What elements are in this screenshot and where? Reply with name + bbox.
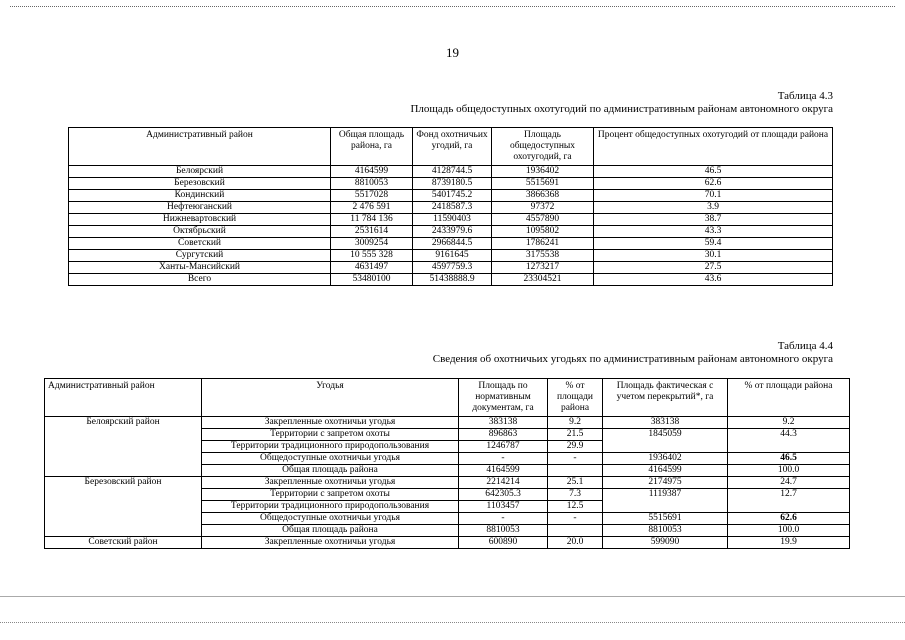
normative-percent-cell: 9.2 bbox=[548, 417, 603, 429]
actual-percent-cell: 44.3 bbox=[728, 429, 850, 453]
header-normative-percent: % от площади района bbox=[548, 379, 603, 417]
district-cell: Сургутский bbox=[69, 250, 331, 262]
land-type-cell: Закрепленные охотничьи угодья bbox=[202, 537, 459, 549]
actual-area-cell: 599090 bbox=[603, 537, 728, 549]
normative-percent-cell bbox=[548, 465, 603, 477]
land-type-cell: Территории с запретом охоты bbox=[202, 429, 459, 441]
percent-cell: 43.6 bbox=[594, 274, 833, 286]
land-type-cell: Территории с запретом охоты bbox=[202, 489, 459, 501]
hunting-fund-cell: 9161645 bbox=[413, 250, 492, 262]
actual-percent-cell: 19.9 bbox=[728, 537, 850, 549]
hunting-fund-cell: 2966844.5 bbox=[413, 238, 492, 250]
hunting-fund-cell: 4597759.3 bbox=[413, 262, 492, 274]
table-4-3-label: Таблица 4.3 bbox=[777, 90, 833, 102]
actual-area-cell: 383138 bbox=[603, 417, 728, 429]
actual-area-cell: 1936402 bbox=[603, 453, 728, 465]
table-row bbox=[69, 262, 833, 274]
normative-percent-cell: 29.9 bbox=[548, 441, 603, 453]
public-area-cell: 3866368 bbox=[492, 190, 594, 202]
percent-cell: 59.4 bbox=[594, 238, 833, 250]
top-border-line bbox=[10, 6, 895, 7]
table-4-3-body bbox=[69, 166, 833, 286]
actual-area-cell: 5515691 bbox=[603, 513, 728, 525]
header-actual-area: Площадь фактическая с учетом перекрытий*, га bbox=[603, 379, 728, 417]
total-area-cell: 4631497 bbox=[331, 262, 413, 274]
normative-percent-cell: 20.0 bbox=[548, 537, 603, 549]
total-area-cell: 2531614 bbox=[331, 226, 413, 238]
district-cell: Советский район bbox=[45, 537, 202, 549]
header-district: Административный район bbox=[69, 128, 331, 166]
page-number: 19 bbox=[446, 45, 459, 60]
header-percent: Процент общедоступных охотугодий от площади района bbox=[594, 128, 833, 166]
hunting-fund-cell: 11590403 bbox=[413, 214, 492, 226]
land-type-cell: Закрепленные охотничьи угодья bbox=[202, 417, 459, 429]
hunting-fund-cell: 5401745.2 bbox=[413, 190, 492, 202]
total-area-cell: 4164599 bbox=[331, 166, 413, 178]
header-actual-percent: % от площади района bbox=[728, 379, 850, 417]
public-area-cell: 1273217 bbox=[492, 262, 594, 274]
total-area-cell: 53480100 bbox=[331, 274, 413, 286]
bottom-border-line bbox=[0, 596, 905, 597]
table-4-4-title: Сведения об охотничьих угодьях по административным районам автономного округа bbox=[432, 353, 833, 365]
district-cell: Ханты-Мансийский bbox=[69, 262, 331, 274]
percent-cell: 30.1 bbox=[594, 250, 833, 262]
actual-percent-cell: 100.0 bbox=[728, 465, 850, 477]
actual-area-cell: 1845059 bbox=[603, 429, 728, 453]
district-cell: Кондинский bbox=[69, 190, 331, 202]
normative-area-cell: 1103457 bbox=[459, 501, 548, 513]
district-cell: Советский bbox=[69, 238, 331, 250]
actual-percent-cell: 62.6 bbox=[728, 513, 850, 525]
land-type-cell: Территории традиционного природопользования bbox=[202, 501, 459, 513]
header-normative-area: Площадь по нормативным документам, га bbox=[459, 379, 548, 417]
public-area-cell: 1786241 bbox=[492, 238, 594, 250]
normative-percent-cell: - bbox=[548, 513, 603, 525]
header-district: Административный район bbox=[45, 379, 202, 417]
table-4-3-title: Площадь общедоступных охотугодий по административным районам автономного округа bbox=[410, 103, 833, 115]
table-4-4-header-row bbox=[45, 379, 850, 417]
normative-area-cell: - bbox=[459, 513, 548, 525]
table-row bbox=[45, 477, 850, 489]
land-type-cell: Закрепленные охотничьи угодья bbox=[202, 477, 459, 489]
total-area-cell: 3009254 bbox=[331, 238, 413, 250]
actual-area-cell: 1119387 bbox=[603, 489, 728, 513]
header-hunting-fund: Фонд охотничьих угодий, га bbox=[413, 128, 492, 166]
header-land-type: Угодья bbox=[202, 379, 459, 417]
table-row bbox=[69, 166, 833, 178]
percent-cell: 38.7 bbox=[594, 214, 833, 226]
table-row bbox=[69, 202, 833, 214]
header-total-area: Общая площадь района, га bbox=[331, 128, 413, 166]
table-4-4-caption bbox=[433, 340, 833, 366]
actual-percent-cell: 24.7 bbox=[728, 477, 850, 489]
normative-percent-cell: 12.5 bbox=[548, 501, 603, 513]
normative-area-cell: 1246787 bbox=[459, 441, 548, 453]
actual-area-cell: 4164599 bbox=[603, 465, 728, 477]
percent-cell: 3.9 bbox=[594, 202, 833, 214]
normative-area-cell: 642305.3 bbox=[459, 489, 548, 501]
public-area-cell: 5515691 bbox=[492, 178, 594, 190]
actual-area-cell: 2174975 bbox=[603, 477, 728, 489]
district-cell: Белоярский bbox=[69, 166, 331, 178]
normative-area-cell: 896863 bbox=[459, 429, 548, 441]
actual-percent-cell: 46.5 bbox=[728, 453, 850, 465]
actual-percent-cell: 100.0 bbox=[728, 525, 850, 537]
table-4-4-label: Таблица 4.4 bbox=[777, 340, 833, 352]
table-4-3-header-row bbox=[69, 128, 833, 166]
hunting-fund-cell: 2433979.6 bbox=[413, 226, 492, 238]
total-area-cell: 10 555 328 bbox=[331, 250, 413, 262]
total-area-cell: 8810053 bbox=[331, 178, 413, 190]
normative-percent-cell: - bbox=[548, 453, 603, 465]
table-4-3-caption bbox=[410, 90, 833, 116]
percent-cell: 70.1 bbox=[594, 190, 833, 202]
land-type-cell: Общая площадь района bbox=[202, 525, 459, 537]
table-row bbox=[45, 537, 850, 549]
normative-percent-cell: 21.5 bbox=[548, 429, 603, 441]
normative-percent-cell bbox=[548, 525, 603, 537]
normative-percent-cell: 25.1 bbox=[548, 477, 603, 489]
hunting-fund-cell: 51438888.9 bbox=[413, 274, 492, 286]
normative-area-cell: - bbox=[459, 453, 548, 465]
percent-cell: 43.3 bbox=[594, 226, 833, 238]
district-cell: Белоярский район bbox=[45, 417, 202, 477]
table-row bbox=[69, 178, 833, 190]
table-4-4 bbox=[44, 378, 850, 549]
public-area-cell: 1936402 bbox=[492, 166, 594, 178]
hunting-fund-cell: 4128744.5 bbox=[413, 166, 492, 178]
land-type-cell: Общедоступные охотничьи угодья bbox=[202, 453, 459, 465]
actual-area-cell: 8810053 bbox=[603, 525, 728, 537]
table-4-3 bbox=[68, 127, 833, 286]
percent-cell: 27.5 bbox=[594, 262, 833, 274]
percent-cell: 46.5 bbox=[594, 166, 833, 178]
total-area-cell: 2 476 591 bbox=[331, 202, 413, 214]
district-cell: Березовский bbox=[69, 178, 331, 190]
table-row bbox=[69, 274, 833, 286]
hunting-fund-cell: 2418587.3 bbox=[413, 202, 492, 214]
table-row bbox=[69, 238, 833, 250]
normative-area-cell: 383138 bbox=[459, 417, 548, 429]
actual-percent-cell: 9.2 bbox=[728, 417, 850, 429]
land-type-cell: Общедоступные охотничьи угодья bbox=[202, 513, 459, 525]
table-row bbox=[69, 190, 833, 202]
header-public-area: Площадь общедоступных охотугодий, га bbox=[492, 128, 594, 166]
public-area-cell: 1095802 bbox=[492, 226, 594, 238]
public-area-cell: 97372 bbox=[492, 202, 594, 214]
total-area-cell: 5517028 bbox=[331, 190, 413, 202]
land-type-cell: Территории традиционного природопользования bbox=[202, 441, 459, 453]
table-row bbox=[69, 226, 833, 238]
hunting-fund-cell: 8739180.5 bbox=[413, 178, 492, 190]
table-row bbox=[45, 417, 850, 429]
normative-percent-cell: 7.3 bbox=[548, 489, 603, 501]
district-cell: Октябрьский bbox=[69, 226, 331, 238]
land-type-cell: Общая площадь района bbox=[202, 465, 459, 477]
public-area-cell: 23304521 bbox=[492, 274, 594, 286]
normative-area-cell: 2214214 bbox=[459, 477, 548, 489]
public-area-cell: 4557890 bbox=[492, 214, 594, 226]
district-cell: Нефтеюганский bbox=[69, 202, 331, 214]
actual-percent-cell: 12.7 bbox=[728, 489, 850, 513]
table-row bbox=[69, 214, 833, 226]
bottom-dotted-line bbox=[0, 622, 905, 623]
percent-cell: 62.6 bbox=[594, 178, 833, 190]
normative-area-cell: 8810053 bbox=[459, 525, 548, 537]
normative-area-cell: 4164599 bbox=[459, 465, 548, 477]
district-cell: Нижневартовский bbox=[69, 214, 331, 226]
total-area-cell: 11 784 136 bbox=[331, 214, 413, 226]
table-row bbox=[69, 250, 833, 262]
normative-area-cell: 600890 bbox=[459, 537, 548, 549]
public-area-cell: 3175538 bbox=[492, 250, 594, 262]
district-cell: Всего bbox=[69, 274, 331, 286]
table-4-4-body bbox=[45, 417, 850, 549]
district-cell: Березовский район bbox=[45, 477, 202, 537]
